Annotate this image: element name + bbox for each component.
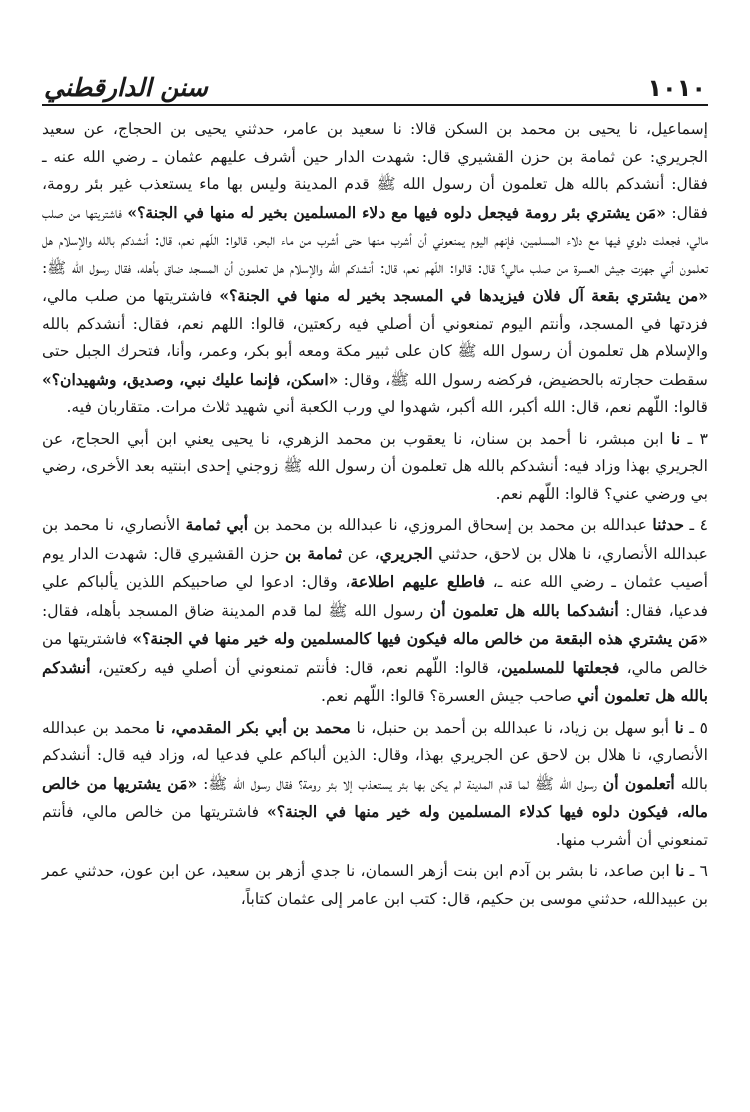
text-segment: فاشتريتها من صلب مالي، فجعلت دلوي فيها مع دلاء المسلمين، فإنهم اليوم يمنعوني أن أشرب منها حتى أشرب من ماء البحر، قالوا: اللّهم نعم، قال: أنشدكم بالله والإسلام هل تعلمون أني جهزت جيش العسرة من صلب مالي؟ قال: قالوا: اللّهم نعم، قال: أنشدكم الله والإسلام هل تعلمون أن المسجد ضاق بأهله، فقال رسول الله ﷺ: xyxy=(42,203,708,277)
page-header xyxy=(42,60,708,106)
text-segment: ، عن xyxy=(342,544,380,563)
paragraph xyxy=(42,511,708,711)
text-segment: إسماعيل، نا يحيى بن محمد بن السكن قالا: نا سعيد بن عامر، حدثني يحيى بن الحجاج، عن سعيد الجريري: عن ثمامة بن حزن القشيري قال: شهدت الدار حين أشرف عليهم عثمان ـ رضي الله عنه ـ فقال: أنشدكم بالله هل تعلمون أن رسول الله ﷺ قدم المدينة وليس بها ماء يستعذب غير بئر رومة، فقال: xyxy=(42,120,708,222)
text-segment: صاحب جيش العسرة؟ قالوا: اللّهم نعم. xyxy=(321,687,578,705)
text-segment: ، وقال: ادعوا لي صاحبيكم اللذين يألباكم علي فدعيا، فقال: xyxy=(42,573,708,620)
bold-text-segment: الجريري xyxy=(379,543,433,563)
bold-text-segment: «من يشتري بقعة آل فلان فيزيدها في المسجد بخير له منها في الجنة؟» xyxy=(219,286,709,305)
text-segment: ابن مبشر، نا أحمد بن سنان، نا يعقوب بن محمد الزهري، نا يحيى يعني ابن أبي الحجاج، عن الجريري بهذا وزاد فيه: أنشدكم بالله هل تعلمون أن رسول الله ﷺ زوجني إحدى ابنتيه بعد الأخرى، رضي بي ورضي عني؟ قالوا: اللّهم نعم. xyxy=(42,429,708,503)
bold-text-segment: أبي ثمامة xyxy=(185,515,249,534)
bold-text-segment: أتعلمون أن xyxy=(602,773,675,793)
page-body xyxy=(42,116,708,913)
text-segment: رسول الله ﷺ لما قدم المدينة ضاق المسجد بأهله، فقال: xyxy=(42,601,430,620)
bold-text-segment: نا xyxy=(671,428,681,448)
bold-text-segment: فاطلع عليهم اطلاعة xyxy=(350,572,486,591)
bold-text-segment: حدثنا xyxy=(652,515,685,534)
text-segment: ابن صاعد، نا بشر بن آدم ابن بنت أزهر السمان، نا جدي أزهر بن سعيد، عن ابن عون، حدثني عمر بن عبيدالله، حدثني موسى بن حكيم، قال: كتب ابن عامر إلى عثمان كتاباً، xyxy=(42,862,708,908)
paragraph xyxy=(42,116,708,422)
text-segment: فاشتريتها من صلب مالي، فزدتها في المسجد، وأنتم اليوم تمنعوني أن أصلي فيه ركعتين، قالوا: اللهم نعم، فقال: أنشدكم بالله والإسلام هل تعلمون أن رسول الله ﷺ كان على ثبير مكة ومعه أبو بكر، وعمر، وأنا، فتحرك الجبل حتى سقطت حجارته بالحضيض، فركضه رسول الله ﷺ، وقال: xyxy=(42,287,708,389)
text-segment: محمد بن عبدالله الأنصاري، نا هلال بن لاحق عن الجريري بهذا، وقال: الذين ألباكم علي فدعيا له، وزاد فيه قال: أنشدكم بالله xyxy=(42,718,708,793)
bold-text-segment: ثمامة بن xyxy=(285,543,343,563)
text-segment: ٦ ـ xyxy=(684,862,708,880)
bold-text-segment: «مَن يشتري هذه البقعة من خالص ماله فيكون فيها كالمسلمين وله خير منها في الجنة؟» xyxy=(132,629,708,648)
book-page xyxy=(42,60,708,916)
paragraph xyxy=(42,714,708,855)
bold-text-segment: محمد بن أبي بكر المقدمي، نا xyxy=(155,717,351,737)
paragraph xyxy=(42,425,708,509)
bold-text-segment: «مَن يشتري بئر رومة فيجعل دلوه فيها مع دلاء المسلمين بخير له منها في الجنة؟» xyxy=(127,202,666,222)
bold-text-segment: أنشدكم بالله هل تعلمون أني xyxy=(42,657,708,705)
text-segment: ٤ ـ xyxy=(684,516,709,534)
text-segment: ٥ ـ xyxy=(683,718,708,737)
bold-text-segment: نا xyxy=(674,717,684,737)
text-segment: فاشتريتها من خالص مالي، xyxy=(42,630,709,677)
book-title: سنن الدارقطني xyxy=(44,73,208,102)
text-segment: حزن القشيري قال: شهدت الدار يوم أصيب عثمان ـ رضي الله عنه ـ، xyxy=(42,544,709,591)
text-segment: رسول الله ﷺ لما قدم المدينة لم يكن بها بئر يستعذب إلا بئر رومة؟ فقال رسول الله ﷺ: xyxy=(197,774,603,793)
text-segment: عبدالله بن محمد بن إسحاق المروزي، نا عبدالله بن محمد بن xyxy=(248,516,653,534)
paragraph xyxy=(42,857,708,913)
bold-text-segment: «مَن يشتريها من خالص ماله، فيكون دلوه فيها كدلاء المسلمين وله خير منها في الجنة؟» xyxy=(42,773,708,821)
bold-text-segment: «اسكن، فإنما عليك نبي، وصديق، وشهيدان؟» xyxy=(42,369,339,389)
text-segment: الأنصاري، نا محمد بن عبدالله الأنصاري، نا هلال بن لاحق، حدثني xyxy=(42,516,708,563)
bold-text-segment: فجعلتها للمسلمين xyxy=(501,657,620,677)
text-segment: قالوا: اللّهم نعم، قال: الله أكبر، الله أكبر، شهدوا لي ورب الكعبة أني شهيد ثلاث مرات. متقاربان فيه. xyxy=(66,398,708,416)
bold-text-segment: نا xyxy=(675,861,685,880)
text-segment: ، قالوا: اللّهم نعم، قال: فأنتم تمنعوني أن أصلي فيه ركعتين، xyxy=(90,658,502,677)
text-segment: أبو سهل بن زياد، نا عبدالله بن أحمد بن حنبل، نا xyxy=(350,718,675,737)
bold-text-segment: أنشدكما بالله هل تعلمون أن xyxy=(429,600,619,620)
page-number: ١٠١٠ xyxy=(647,74,706,102)
text-segment: ٣ ـ xyxy=(680,429,709,448)
text-segment: فاشتريتها من خالص مالي، فأنتم تمنعوني أن أشرب منها. xyxy=(42,803,708,849)
